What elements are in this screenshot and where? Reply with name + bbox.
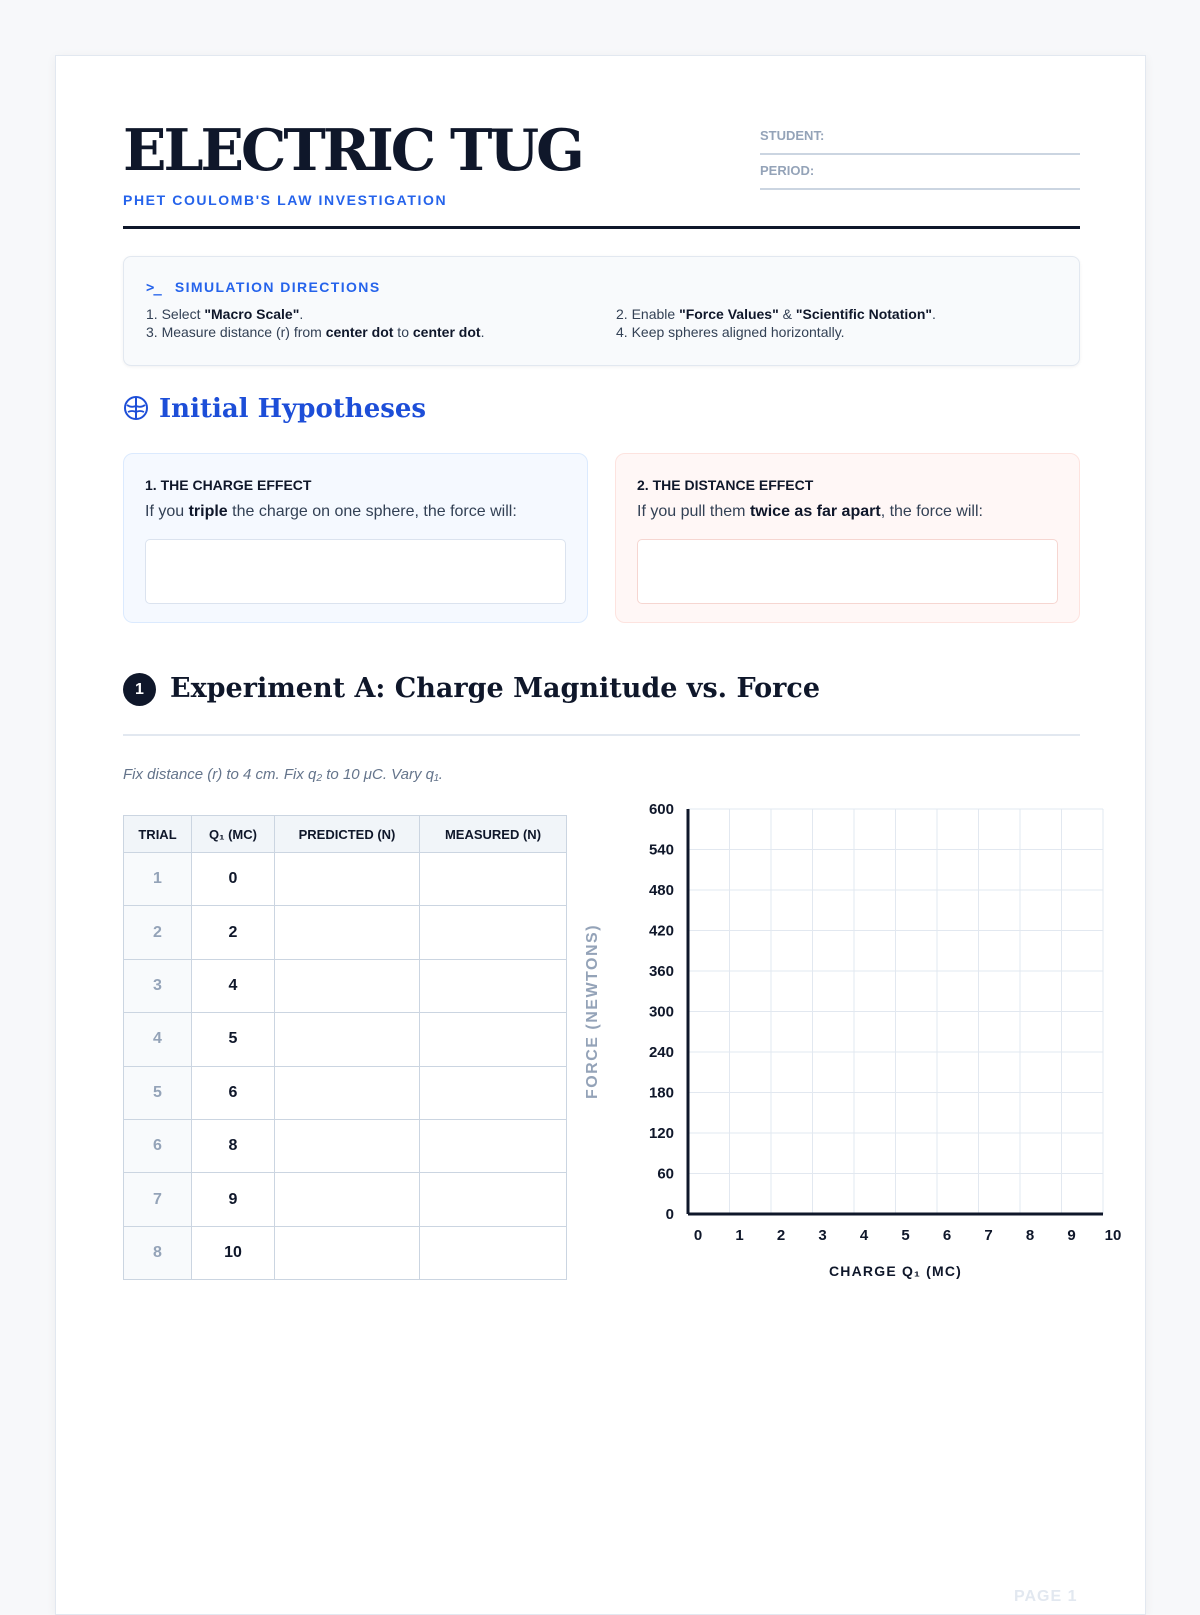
table-row — [124, 1066, 567, 1119]
q1-cell: 0 — [192, 853, 275, 906]
table-row — [124, 1226, 567, 1279]
x-tick-label: 1 — [735, 1227, 744, 1244]
measured-input-cell[interactable] — [420, 906, 567, 959]
period-label: PERIOD: — [760, 163, 815, 178]
predicted-input-cell[interactable] — [275, 1013, 420, 1066]
simulation-directions — [123, 256, 1080, 366]
student-label: STUDENT: — [760, 128, 825, 143]
student-field[interactable] — [760, 120, 1080, 155]
experiment-number-badge: 1 — [123, 673, 156, 706]
predicted-input-cell[interactable] — [275, 1119, 420, 1172]
period-field[interactable] — [760, 155, 1080, 190]
hypothesis-question: If you pull them twice as far apart, the force will: — [637, 503, 983, 520]
y-tick-label: 120 — [648, 1125, 674, 1142]
measured-input-cell[interactable] — [420, 1066, 567, 1119]
table-row — [124, 1013, 567, 1066]
hypotheses-title — [123, 394, 426, 424]
column-header-predicted: PREDICTED (N) — [275, 816, 420, 853]
column-header-q1: Q₁ (MC) — [192, 816, 275, 853]
q1-cell: 10 — [192, 1226, 275, 1279]
table-row — [124, 1119, 567, 1172]
data-table — [123, 815, 567, 1280]
page-number: PAGE 1 — [1014, 1588, 1078, 1605]
student-info — [760, 120, 1080, 190]
measured-input-cell[interactable] — [420, 1226, 567, 1279]
direction-item-2: 2. Enable "Force Values" & "Scientific Notation". — [616, 306, 936, 322]
hypothesis-question: If you triple the charge on one sphere, the force will: — [145, 503, 517, 520]
experiment-instructions: Fix distance (r) to 4 cm. Fix q₂ to 10 μC. Vary q₁. — [123, 766, 443, 783]
force-vs-charge-chart — [576, 801, 1196, 1361]
y-tick-label: 480 — [648, 882, 674, 899]
q1-cell: 4 — [192, 959, 275, 1012]
y-axis-title: FORCE (NEWTONS) — [584, 923, 601, 1100]
direction-item-4: 4. Keep spheres aligned horizontally. — [616, 324, 845, 340]
column-header-trial: TRIAL — [124, 816, 192, 853]
y-tick-label: 540 — [648, 841, 674, 859]
trial-cell: 4 — [124, 1013, 192, 1066]
x-axis-title: CHARGE Q₁ (MC) — [828, 1263, 963, 1279]
y-tick-label: 360 — [648, 963, 674, 980]
experiment-title-text: Experiment A: Charge Magnitude vs. Force — [170, 673, 821, 704]
predicted-input-cell[interactable] — [275, 1066, 420, 1119]
trial-cell: 8 — [124, 1226, 192, 1279]
header-divider — [123, 226, 1080, 229]
x-tick-label: 0 — [693, 1227, 703, 1244]
brain-icon — [123, 395, 149, 421]
predicted-input-cell[interactable] — [275, 853, 420, 906]
y-tick-label: 600 — [648, 801, 674, 818]
x-tick-label: 3 — [818, 1227, 827, 1244]
trial-cell: 2 — [124, 906, 192, 959]
x-tick-label: 7 — [984, 1227, 993, 1244]
worksheet-page — [55, 55, 1146, 1615]
x-tick-label: 8 — [1025, 1227, 1035, 1244]
terminal-icon: >_ — [146, 280, 161, 296]
hypotheses-title-text: Initial Hypotheses — [159, 394, 427, 424]
predicted-input-cell[interactable] — [275, 1226, 420, 1279]
table-row — [124, 959, 567, 1012]
experiment-divider — [123, 734, 1080, 736]
hypothesis-answer-box[interactable] — [637, 539, 1058, 604]
hypothesis-card-distance — [615, 453, 1080, 623]
trial-cell: 3 — [124, 959, 192, 1012]
trial-cell: 1 — [124, 853, 192, 906]
q1-cell: 9 — [192, 1173, 275, 1226]
x-tick-label: 6 — [942, 1227, 952, 1244]
page-subtitle: PHET COULOMB'S LAW INVESTIGATION — [123, 192, 448, 208]
direction-item-1: 1. Select "Macro Scale". — [146, 306, 304, 322]
measured-input-cell[interactable] — [420, 853, 567, 906]
y-tick-label: 0 — [665, 1206, 674, 1223]
predicted-input-cell[interactable] — [275, 906, 420, 959]
x-tick-label: 5 — [901, 1227, 910, 1244]
predicted-input-cell[interactable] — [275, 1173, 420, 1226]
x-tick-label: 9 — [1067, 1227, 1076, 1244]
q1-cell: 2 — [192, 906, 275, 959]
y-tick-label: 240 — [648, 1044, 674, 1061]
y-tick-label: 180 — [648, 1084, 674, 1102]
table-header-row — [124, 816, 567, 853]
trial-cell: 6 — [124, 1119, 192, 1172]
directions-heading-text: SIMULATION DIRECTIONS — [174, 279, 381, 295]
experiment-title — [123, 673, 820, 706]
predicted-input-cell[interactable] — [275, 959, 420, 1012]
hypothesis-label: 2. THE DISTANCE EFFECT — [637, 477, 814, 493]
trial-cell: 5 — [124, 1066, 192, 1119]
table-body — [124, 853, 567, 1280]
table-row — [124, 906, 567, 959]
q1-cell: 8 — [192, 1119, 275, 1172]
y-tick-label: 300 — [648, 1003, 674, 1021]
y-tick-label: 60 — [657, 1165, 674, 1183]
hypothesis-card-charge — [123, 453, 588, 623]
measured-input-cell[interactable] — [420, 1173, 567, 1226]
measured-input-cell[interactable] — [420, 959, 567, 1012]
hypothesis-label: 1. THE CHARGE EFFECT — [145, 477, 312, 493]
hypothesis-answer-box[interactable] — [145, 539, 566, 604]
x-tick-label: 10 — [1104, 1227, 1122, 1244]
direction-item-3: 3. Measure distance (r) from center dot to center dot. — [146, 324, 485, 340]
trial-cell: 7 — [124, 1173, 192, 1226]
directions-heading — [146, 279, 381, 296]
x-tick-label: 2 — [776, 1227, 786, 1244]
q1-cell: 6 — [192, 1066, 275, 1119]
table-row — [124, 1173, 567, 1226]
q1-cell: 5 — [192, 1013, 275, 1066]
x-tick-label: 4 — [859, 1227, 869, 1244]
measured-input-cell[interactable] — [420, 1013, 567, 1066]
table-row — [124, 853, 567, 906]
column-header-measured: MEASURED (N) — [420, 816, 567, 853]
page-title: ELECTRIC TUG — [123, 117, 582, 184]
y-tick-label: 420 — [648, 922, 674, 940]
measured-input-cell[interactable] — [420, 1119, 567, 1172]
